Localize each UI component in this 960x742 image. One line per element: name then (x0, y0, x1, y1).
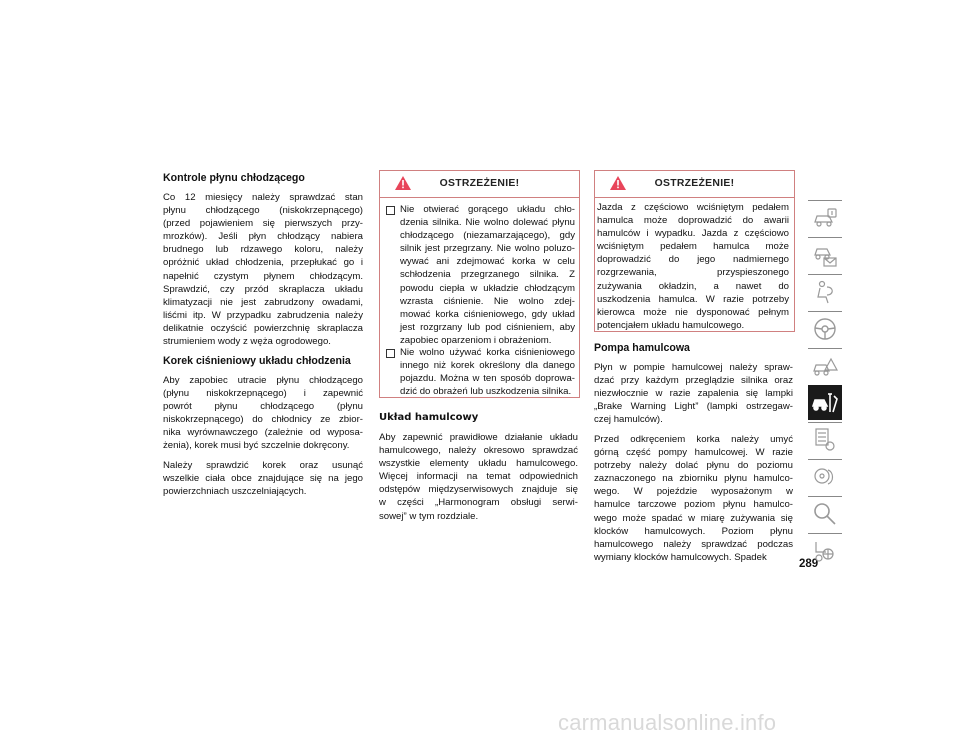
text-line: innego niż korek określony dla danego (400, 360, 575, 372)
tab-audio-nav[interactable] (808, 459, 842, 494)
text-line: Aby zapobiec utracie płynu chłodzącego (163, 375, 363, 386)
text-line: rozgrzewania, przyspieszonego (597, 267, 789, 279)
search-index-icon (812, 501, 838, 527)
text-line: niskokrzepnącego) do chłodnicy ze zbior- (163, 414, 363, 426)
tab-car-warning[interactable] (808, 348, 842, 383)
text-line: liśćmi itp. W przypadku zabrudzenia należy (163, 309, 363, 321)
text-line: wzrasta ciśnienie. Nie wolno zdej- (400, 295, 575, 307)
paragraph-coolant-checks (163, 191, 363, 348)
tab-car-info[interactable] (808, 200, 842, 235)
text-line: pojazdu. Można w ten sposób doprowa- (400, 373, 575, 385)
bullet-box-icon (386, 206, 395, 215)
text-line: Nie otwierać gorącego układu chło- (400, 204, 575, 215)
text-line: schłodzenia przegrzanego silnika. Z (400, 269, 575, 281)
steering-wheel-icon (812, 316, 838, 342)
text-line: Przed odkręceniem korka należy umyć (594, 434, 793, 445)
warning-box-coolant (379, 170, 580, 398)
text-line: w części „Harmonogram obsługi serwi- (379, 497, 578, 509)
text-line: wego może spadać w miarę zużywania się (594, 512, 793, 524)
text-line: doprowadzić do jego nadmiernego (597, 254, 789, 266)
warning-bullet (383, 346, 575, 398)
text-line: klocków hamulcowych. Poziom płynu (594, 525, 793, 537)
warning-bullet (383, 203, 575, 347)
paragraph-pressure-cap (163, 374, 363, 453)
text-line: Płyn w pompie hamulcowej należy spraw- (594, 362, 793, 373)
text-line: Jazda z częściowo wciśniętym pedałem (597, 202, 789, 213)
text-line: brudnego lub rdzawego koloru, należy (163, 244, 363, 256)
text-line: potrzeby należy dolać płynu do poziomu (594, 460, 793, 472)
text-line: kierowca może nie dysponować pełnym (597, 306, 789, 318)
heading-coolant-checks: Kontrole płynu chłodzącego (163, 172, 305, 184)
text-line: Nie wolno używać korka ciśnieniowego (400, 347, 575, 358)
text-line: potencjałem układu hamulcowego. (597, 319, 745, 331)
text-line: uszkodzenia hamulca. W razie potrzeby (597, 293, 789, 305)
text-line: Należy sprawdzić korek oraz usunąć (163, 460, 363, 471)
text-line: chłodzącego (niezamarzającego), gdy (400, 230, 575, 242)
text-line: mować korka ciśnieniowego, gdy układ (400, 308, 575, 320)
page-number: 289 (799, 558, 819, 570)
text-line: wego. W pojeździe wyposażonym w (594, 486, 793, 498)
text-line: odstępów międzyserwisowych znajduje się (379, 484, 578, 496)
text-line: powrót płynu chłodzącego (płynu (163, 401, 363, 413)
text-line: wciśniętym pedałem hamulca może (597, 241, 789, 253)
text-line: powodu ciepła w układzie chłodzącym (400, 282, 575, 294)
heading-master-cylinder: Pompa hamulcowa (594, 342, 690, 354)
tab-car-mail[interactable] (808, 237, 842, 272)
text-line: zaznaczonego na zbiorniku płynu hamulco- (594, 473, 793, 485)
text-line: delikatnie oczyścić powierzchnię skraplacza (163, 322, 363, 334)
text-line: napełnić czystym płynem chłodzącym. (163, 270, 363, 282)
text-line: zapobiec oparzeniom i obrażeniom. (400, 334, 552, 346)
text-line: strumieniem wody z węża ogrodowego. (163, 336, 331, 348)
paragraph-master-cylinder-2 (594, 433, 793, 564)
warning-text (597, 201, 789, 332)
car-tools-icon (812, 390, 838, 416)
heading-brake-system: Układ hamulcowy (379, 412, 479, 423)
warning-box-brake (594, 170, 795, 332)
warning-title: OSTRZEŻENIE! (439, 178, 520, 189)
list-specs-icon (812, 427, 838, 453)
text-line: Sprawdzić, czy przód skraplacza układu (163, 283, 363, 295)
text-line: silnik jest przegrzany. Nie wolno poluzo- (400, 243, 575, 255)
warning-header (595, 171, 794, 198)
text-line: (płynu niskokrzepnącego) i zapewnić (163, 388, 363, 400)
paragraph-cap-inspect (163, 459, 363, 498)
paragraph-master-cylinder-1 (594, 361, 793, 426)
text-line: wszystkie elementy układu hamulcowego. (379, 458, 578, 470)
tab-language[interactable] (808, 533, 842, 568)
text-line: „Brake Warning Light” (lampki ostrzegaw- (594, 401, 793, 413)
text-line: płynu chłodzącego (niskokrzepnącego) (163, 205, 363, 217)
tab-seat-airbag[interactable] (808, 274, 842, 309)
text-line: nika wyrównawczego (zależnie od wyposa- (163, 427, 363, 439)
audio-nav-icon (812, 464, 838, 490)
text-line: powierzchniach uszczelniających. (163, 486, 307, 498)
text-line: jest rozgrzany lub pod ciśnieniem, aby (400, 321, 575, 333)
text-line: dzać przy każdym przeglądzie silnika oraz (594, 375, 793, 387)
text-line: sowej” w tym rozdziale. (379, 510, 479, 522)
text-line: czej hamulców). (594, 414, 663, 426)
watermark-text: carmanualsonline.info (558, 710, 777, 735)
text-line: Co 12 miesięcy należy sprawdzać stan (163, 192, 363, 203)
text-line: klimatyzacji nie jest zabrudzony owadami, (163, 296, 363, 308)
text-line: hamulcowego, należy okresowo sprawdzać (379, 445, 578, 457)
text-line: Aby zapewnić prawidłowe działanie układu (379, 432, 578, 443)
text-line: zużywania okładzin, a nawet do (597, 280, 789, 292)
text-line: mrozków). Jeśli płyn chłodzący nabiera (163, 231, 363, 243)
bullet-box-icon (386, 349, 395, 358)
text-line: hamulca może doprowadzić do awarii (597, 215, 789, 227)
warning-header (380, 171, 579, 198)
text-line: wszelkie ciała obce znajdujące się na jego (163, 473, 363, 485)
text-line: hamulcowego należy sprawdzać podczas (594, 538, 793, 550)
heading-pressure-cap: Korek ciśnieniowy układu chłodzenia (163, 355, 351, 367)
text-line: hamulców i wypadku. Jazda z częściowo (597, 228, 789, 240)
tab-search-index[interactable] (808, 496, 842, 531)
text-line: dzić do obrażeń lub uszkodzenia silnika. (400, 386, 572, 398)
warning-bullet-text (400, 346, 575, 398)
text-line: Więcej informacji na temat odpowiednich (379, 471, 578, 483)
tab-car-tools[interactable] (808, 385, 842, 420)
tab-list-specs[interactable] (808, 422, 842, 457)
car-mail-icon (812, 242, 838, 268)
text-line: wymiany klocków hamulcowych. Spadek (594, 551, 767, 563)
car-warning-icon (812, 353, 838, 379)
text-line: niezwłocznie w razie zapalenia się lampki (594, 388, 793, 400)
tab-steering-wheel[interactable] (808, 311, 842, 346)
text-line: górną część pompy hamulcowej. W razie (594, 447, 793, 459)
text-line: żenia), korek musi być szczelnie dokręcony. (163, 440, 350, 452)
text-line: wywać ani zdejmować korka w celu (400, 256, 575, 268)
car-info-icon (812, 205, 838, 231)
seat-airbag-icon (812, 279, 838, 305)
paragraph-brake-system (379, 431, 578, 523)
text-line: hamulce tarczowe poziom płynu hamulco- (594, 499, 793, 511)
warning-bullet-text (400, 203, 575, 347)
text-line: (przed pojawieniem się pierwszych przy- (163, 218, 363, 230)
warning-title: OSTRZEŻENIE! (654, 178, 735, 189)
text-line: opróżnić układ chłodzenia, przepłukać go i (163, 257, 363, 269)
language-icon (812, 538, 838, 564)
text-line: dzenia silnika. Nie wolno dolewać płynu (400, 217, 575, 229)
